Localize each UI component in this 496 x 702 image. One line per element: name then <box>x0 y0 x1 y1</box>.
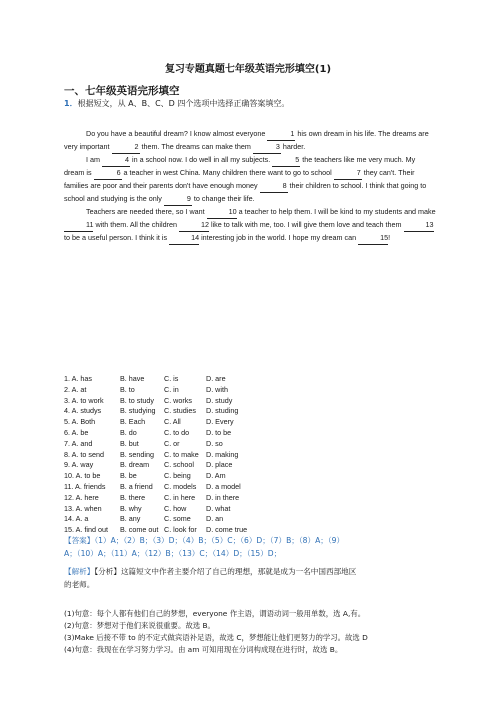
options-list <box>64 374 266 536</box>
blank-2: 2 <box>112 141 140 154</box>
option-d: D. so <box>206 438 223 448</box>
option-c: C. studies <box>164 406 196 416</box>
option-d: D. study <box>206 395 233 405</box>
option-d: D. with <box>206 384 228 394</box>
option-c: C. to do <box>164 427 190 437</box>
passage-text: to change their life. <box>191 194 255 203</box>
option-b: B. have <box>120 374 145 383</box>
option-row <box>64 428 266 439</box>
option-a: 2. A. at <box>64 384 87 394</box>
passage-paragraph-3 <box>64 206 436 245</box>
passage-text: his own dream in his life. The dreams are very important <box>64 129 429 151</box>
option-b: B. why <box>120 503 142 513</box>
option-d: D. making <box>206 449 239 459</box>
passage-text: harder. <box>280 142 306 151</box>
instruction-text: 根据短文，从 A、B、C、D 四个选项中选择正确答案填空。 <box>77 99 290 108</box>
passage-text: ! <box>388 233 391 242</box>
option-row <box>64 460 266 471</box>
analysis-label: 【解析】 <box>64 567 95 576</box>
blank-12: 12 <box>179 219 209 232</box>
explanation-notes <box>64 608 444 656</box>
option-b: B. a friend <box>120 481 153 491</box>
option-row <box>64 471 266 482</box>
option-row <box>64 514 266 525</box>
option-a: 15. A. find out <box>64 525 108 535</box>
option-c: C. to make <box>164 449 199 459</box>
analysis-line: 【分析】这篇短文中作者主要介绍了自己的理想，那就是成为一名中国西部地区 <box>94 567 357 576</box>
option-d: D. Every <box>206 417 234 427</box>
option-c: C. being <box>164 471 191 481</box>
passage-text: interesting job in the world. I hope my dream can <box>199 233 359 242</box>
blank-13: 13 <box>404 219 434 232</box>
blank-9: 9 <box>164 193 192 206</box>
passage-text: like to talk with me, too. I will give them love and teach them <box>208 220 404 229</box>
option-c: C. how <box>164 503 187 513</box>
option-a: 13. A. when <box>64 503 102 513</box>
option-row <box>64 493 266 504</box>
option-c: C. some <box>164 514 191 524</box>
option-a: 11. A. friends <box>64 481 106 491</box>
question-instruction <box>64 98 289 109</box>
option-b: B. any <box>120 514 141 524</box>
option-row <box>64 439 266 450</box>
option-b: B. but <box>120 438 139 448</box>
option-row <box>64 504 266 515</box>
blank-8: 8 <box>260 180 288 193</box>
option-a: 12. A. here <box>64 492 99 502</box>
option-a: 8. A. to send <box>64 449 104 459</box>
option-d: D. in there <box>206 492 240 502</box>
passage-text: I am <box>86 155 102 164</box>
option-row <box>64 482 266 493</box>
question-number: 1． <box>64 99 78 108</box>
answer-block <box>64 534 436 560</box>
explanation-line: (1)句意：每个人都有他们自己的梦想，everyone 作主语，谓语动词一般用单数，选 A,有。 <box>64 609 366 618</box>
passage-text: with them. All the children <box>93 220 179 229</box>
explanation-line: (4)句意：我现在在学习努力学习。由 am 可知用现在分词构成现在进行时，故选 B。 <box>64 645 343 654</box>
passage-text: in a school now. I do well in all my subjects. <box>129 155 273 164</box>
option-d: D. place <box>206 460 233 470</box>
answer-line: （1）A；（2）B；（3）D；（4）B；（5）C；（6）D；（7）B；（8）A；（9） <box>94 536 345 545</box>
passage-text: Do you have a beautiful dream? I know almost everyone <box>86 129 268 138</box>
option-b: B. to <box>120 384 135 394</box>
option-d: D. a model <box>206 481 241 491</box>
option-d: D. to be <box>206 427 232 437</box>
passage-text: they can't. Their families are poor and their parents don't have enough money <box>64 168 415 190</box>
option-a: 14. A. a <box>64 514 89 524</box>
option-a: 6. A. be <box>64 427 89 437</box>
passage-text: a teacher to help them. I will be kind to my students and make <box>236 207 436 216</box>
blank-14: 14 <box>169 232 199 245</box>
document-title: 复习专题真题七年级英语完形填空(1) <box>164 64 332 75</box>
blank-11: 11 <box>64 219 93 232</box>
option-c: C. school <box>164 460 194 470</box>
blank-1: 1 <box>267 128 295 141</box>
passage-text: them. The dreams can make them <box>139 142 253 151</box>
passage-text: the teachers like me very much. My dream is <box>64 155 416 177</box>
passage-paragraph-1 <box>64 128 436 154</box>
blank-5: 5 <box>272 154 300 167</box>
passage-text: a teacher in west China. Many children there want to go to school <box>121 168 334 177</box>
option-row <box>64 450 266 461</box>
blank-7: 7 <box>334 167 362 180</box>
blank-10: 10 <box>207 206 237 219</box>
reading-passage <box>64 128 436 245</box>
option-b: B. there <box>120 492 146 502</box>
option-d: D. what <box>206 503 231 513</box>
option-b: B. come out <box>120 525 159 535</box>
option-b: B. dream <box>120 460 150 470</box>
option-d: D. are <box>206 374 226 383</box>
option-a: 7. A. and <box>64 438 93 448</box>
explanation-line: (3)Make 后接不带 to 的不定式做宾语补足语，故选 C，梦想能让他们更努力的学习。故选 D <box>64 633 368 642</box>
option-row <box>64 396 266 407</box>
option-d: D. come true <box>206 525 248 535</box>
analysis-line: 的老师。 <box>64 580 95 589</box>
option-a: 9. A. way <box>64 460 94 470</box>
option-row <box>64 374 266 385</box>
passage-paragraph-2 <box>64 154 436 206</box>
option-c: C. works <box>164 395 192 405</box>
option-a: 10. A. to be <box>64 471 101 481</box>
option-c: C. in here <box>164 492 196 502</box>
option-a: 1. A. has <box>64 374 92 383</box>
blank-3: 3 <box>253 141 281 154</box>
passage-text: Teachers are needed there, so I want <box>86 207 207 216</box>
analysis-block <box>64 565 436 591</box>
option-c: C. models <box>164 481 197 491</box>
option-d: D. studing <box>206 406 239 416</box>
option-b: B. Each <box>120 417 146 427</box>
option-c: C. All <box>164 417 181 427</box>
option-b: B. do <box>120 427 137 437</box>
option-c: C. is <box>164 374 179 383</box>
blank-15: 15 <box>358 232 388 245</box>
option-d: D. Am <box>206 471 226 481</box>
blank-6: 6 <box>94 167 122 180</box>
section-heading: 一、七年级英语完形填空 <box>64 85 180 97</box>
option-a: 5. A. Both <box>64 417 96 427</box>
option-a: 3. A. to work <box>64 395 104 405</box>
option-row <box>64 417 266 428</box>
blank-4: 4 <box>102 154 130 167</box>
answer-label: 【答案】 <box>64 536 95 545</box>
answer-line: A；（10）A；（11）A；（12）B；（13）C；（14）D；（15）D； <box>64 549 282 558</box>
option-d: D. an <box>206 514 224 524</box>
option-b: B. be <box>120 471 137 481</box>
option-c: C. in <box>164 384 179 394</box>
passage-text: their children to school. I think that going to school and studying is the only <box>64 181 427 203</box>
option-b: B. to study <box>120 395 154 405</box>
option-c: C. or <box>164 438 180 448</box>
passage-text: to be a useful person. I think it is <box>64 233 170 242</box>
explanation-line: (2)句意：梦想对于他们来说很重要。故选 B。 <box>64 621 215 630</box>
option-b: B. studying <box>120 406 156 416</box>
option-b: B. sending <box>120 449 154 459</box>
option-c: C. look for <box>164 525 197 535</box>
option-a: 4. A. studys <box>64 406 102 416</box>
option-row <box>64 406 266 417</box>
option-row <box>64 385 266 396</box>
